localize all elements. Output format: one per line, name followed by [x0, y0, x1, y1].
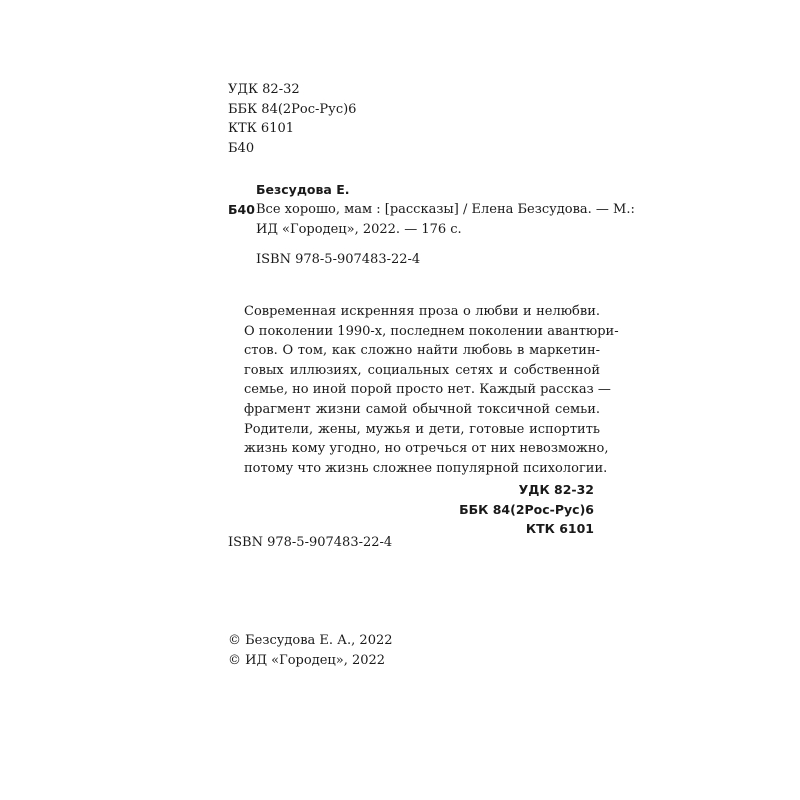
copyright-author: © Безсудова Е. А., 2022: [228, 633, 393, 648]
annotation-line: говых иллюзиях, социальных сетях и собственной: [244, 362, 600, 378]
annotation-line: фрагмент жизни самой обычной токсичной семьи.: [244, 401, 600, 417]
annotation-line: семье, но иной порой просто нет. Каждый рассказ —: [244, 382, 611, 398]
entry-author-mark: Б40: [228, 202, 255, 217]
bbk-code: ББК 84(2Рос-Рус)6: [228, 101, 357, 117]
annotation: [244, 302, 619, 478]
isbn-bottom: ISBN 978-5-907483-22-4: [228, 535, 393, 550]
udk-code: УДК 82-32: [228, 82, 300, 97]
annotation-line: потому что жизнь сложнее популярной психологии.: [244, 460, 608, 476]
classification-block-bottom: [459, 480, 594, 539]
entry-title: Все хорошо, мам : [рассказы] / Елена Безсудова. — М.:: [256, 202, 635, 217]
annotation-line: жизнь кому угодно, но отречься от них невозможно,: [244, 441, 609, 457]
ktk-code: КТК 6101: [525, 521, 594, 536]
annotation-line: О поколении 1990-х, последнем поколении авантюри-: [244, 323, 619, 339]
ktk-code: КТК 6101: [228, 121, 295, 136]
author-mark: Б40: [228, 140, 255, 156]
classification-block-top: [228, 80, 356, 158]
copyright-notices: [228, 631, 393, 670]
entry-isbn: ISBN 978-5-907483-22-4: [256, 252, 421, 267]
copyright-publisher: © ИД «Городец», 2022: [228, 652, 386, 668]
annotation-line: стов. О том, как сложно найти любовь в маркетин-: [244, 343, 600, 359]
annotation-line: Современная искренняя проза о любви и нелюбви.: [244, 304, 600, 319]
udk-code: УДК 82-32: [518, 482, 594, 497]
entry-author: Безсудова Е.: [256, 182, 350, 197]
annotation-line: Родители, жены, мужья и дети, готовые испортить: [244, 421, 600, 437]
entry-imprint: ИД «Городец», 2022. — 176 с.: [256, 222, 462, 237]
bbk-code: ББК 84(2Рос-Рус)6: [459, 501, 594, 517]
